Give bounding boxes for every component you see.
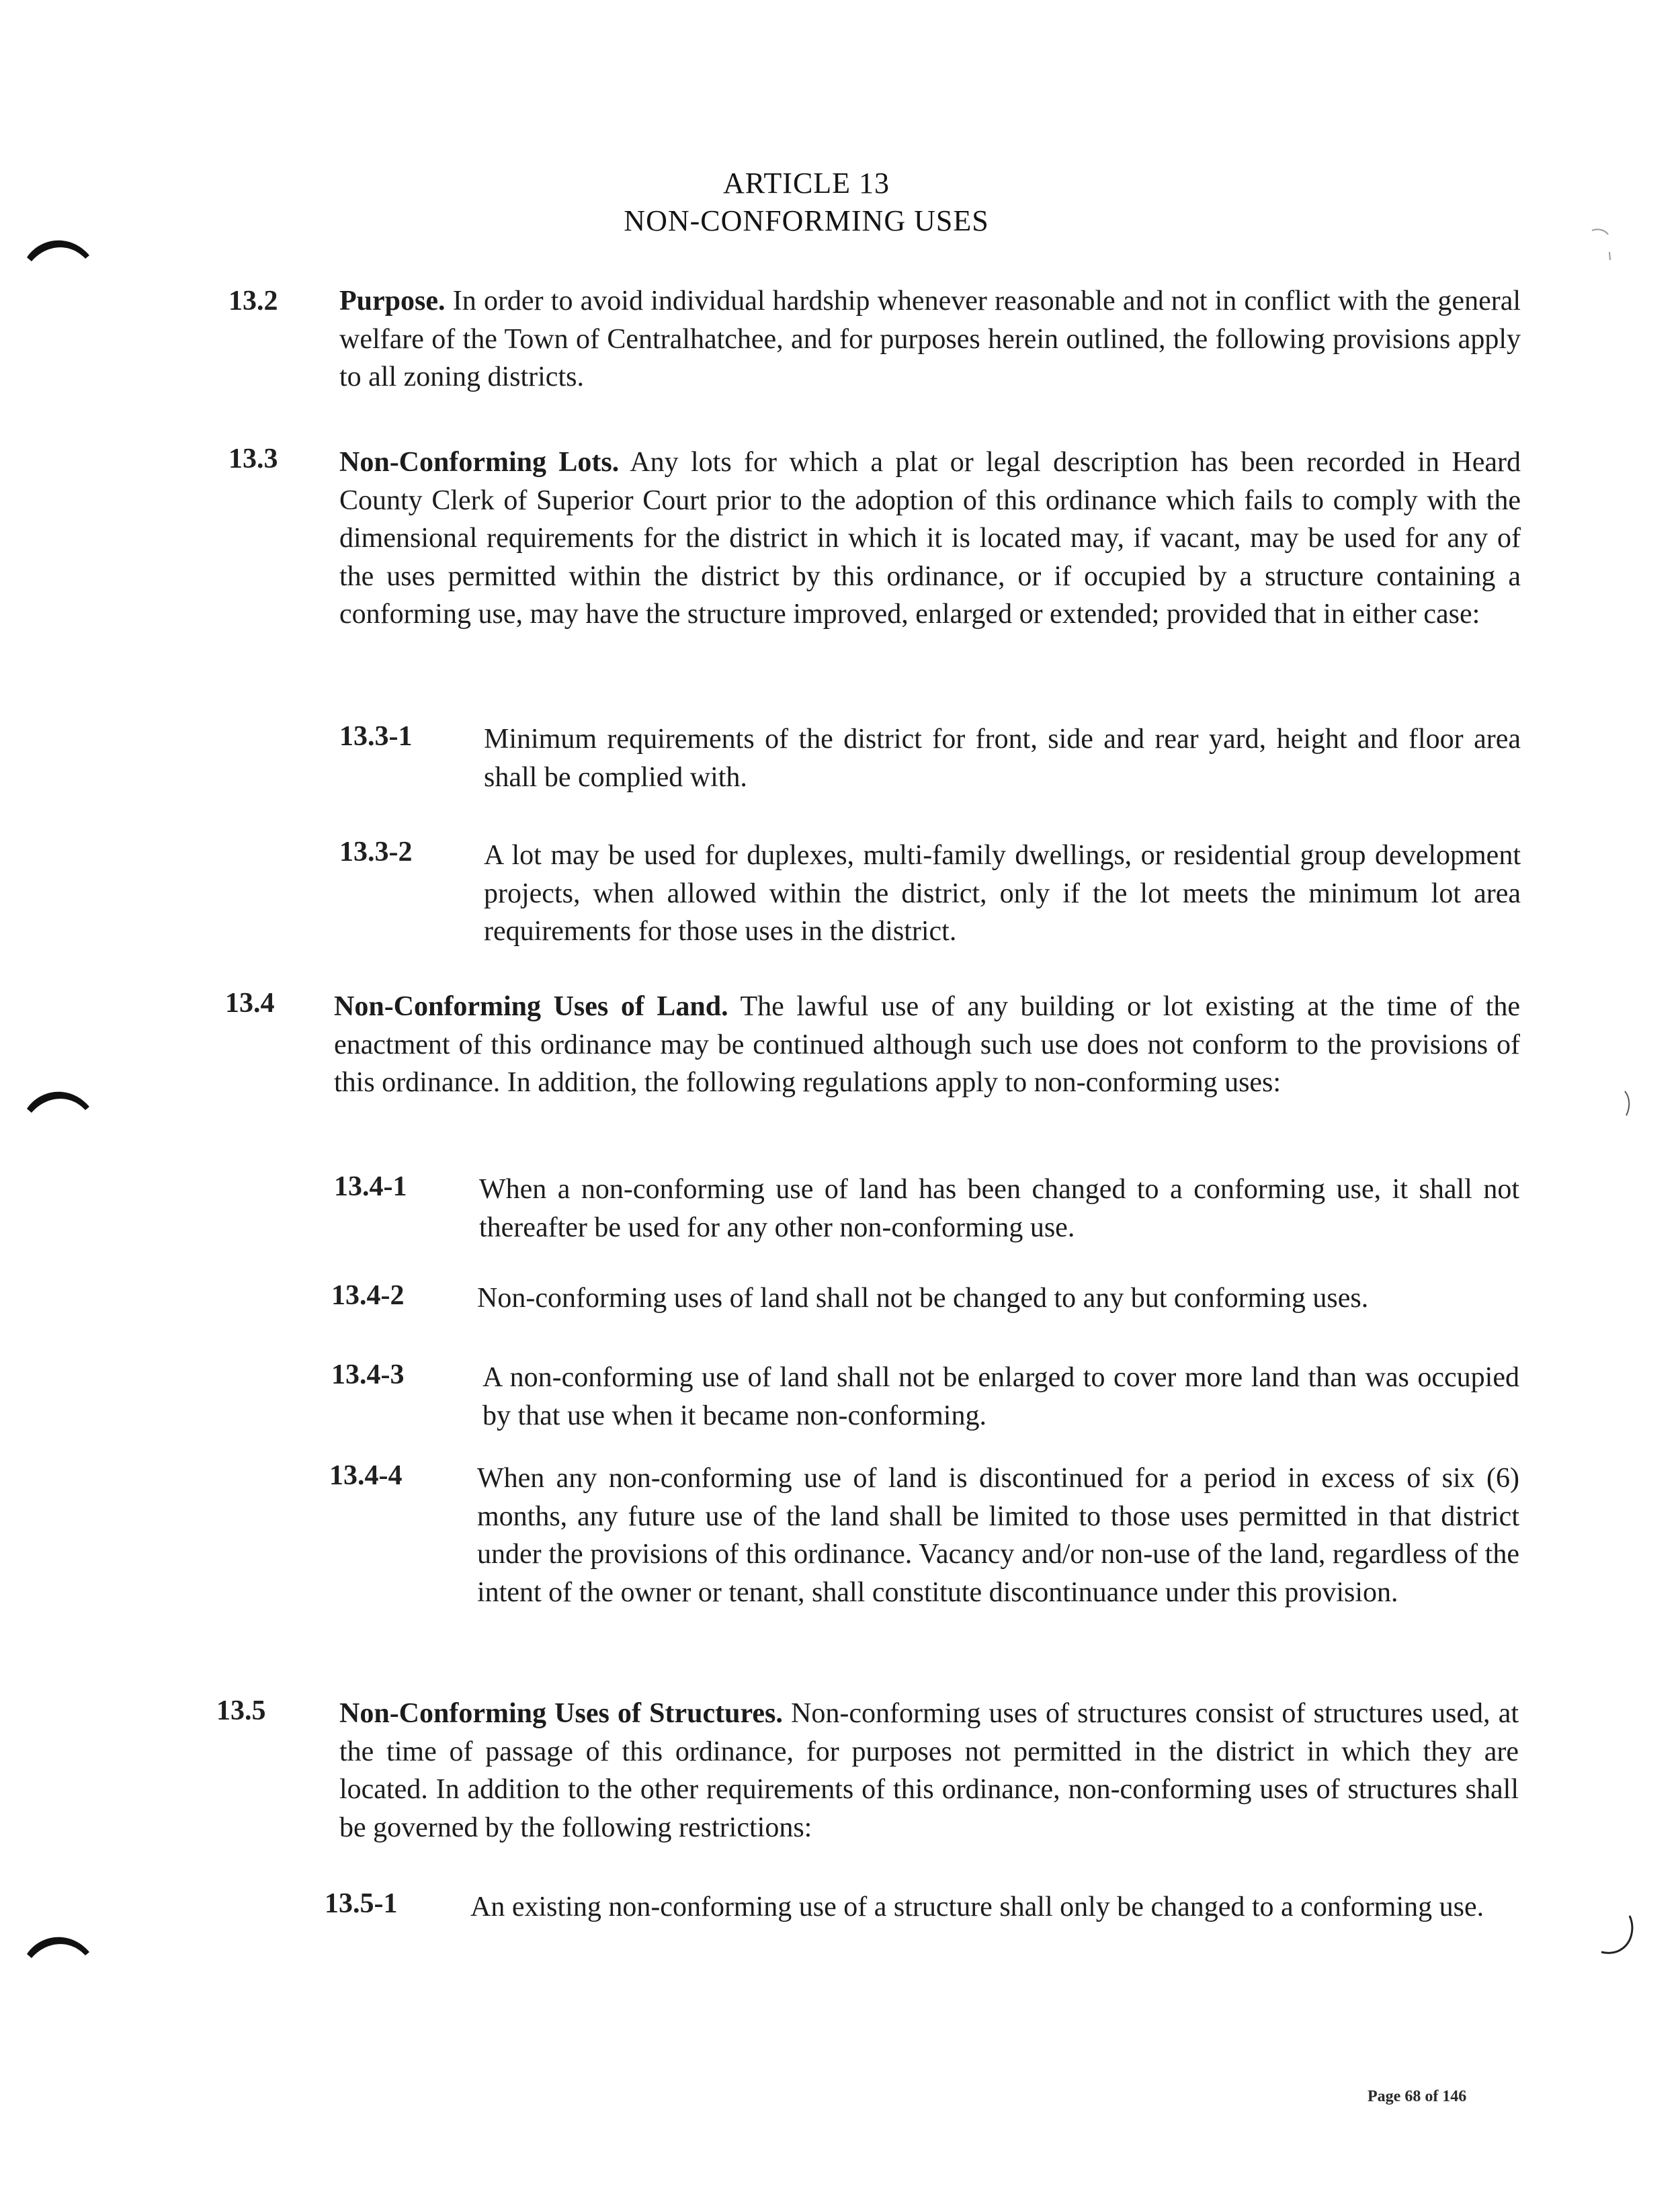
subsection-text-13-4-3: A non-conforming use of land shall not be enlarged to cover more land than was occupied by that use when it became non-conforming. [482, 1362, 1519, 1431]
section-13-5 [339, 1695, 1519, 1856]
section-text-13-2: In order to avoid individual hardship whenever reasonable and not in conflict with the general welfare of the Town of Centralhatchee, and for purposes herein outlined, the following provisions apply to all zoning districts. [339, 286, 1521, 392]
subsection-text-13-3-2: A lot may be used for duplexes, multi-family dwellings, or residential group development projects, when allowed within the district, only if the lot meets the minimum lot area requirements for those uses in the district. [484, 840, 1521, 947]
subsection-number-13-4-3: 13.4-3 [331, 1359, 405, 1390]
subsection-text-13-5-1: An existing non-conforming use of a structure shall only be changed to a conforming use. [470, 1892, 1484, 1922]
subsection-number-13-3-2: 13.3-2 [339, 837, 413, 868]
subsection-number-13-4-2: 13.4-2 [331, 1280, 405, 1311]
section-heading-non-conforming-uses-of-structures: Non-Conforming Uses of Structures. [339, 1698, 783, 1729]
subsection-text-13-3-1: Minimum requirements of the district for front, side and rear yard, height and floor area shall be complied with. [484, 724, 1521, 793]
subsection-number-13-5-1: 13.5-1 [325, 1888, 398, 1919]
section-text-13-5: Non-conforming uses of structures consist of structures used, at the time of passage of this ordinance, for purposes not permitted in the district in which they are located. In addition to the other requirements of this ordinance, non-conforming uses of structures shall be governed by the following restrictions: [339, 1698, 1519, 1843]
subsection-13-3-1 [484, 720, 1521, 801]
section-text-13-4: The lawful use of any building or lot existing at the time of the enactment of this ordinance may be continued although such use does not conform to the provisions of this ordinance. In addition, the following regulations apply to non-conforming uses: [334, 991, 1520, 1098]
hole-punch-mark-3 [24, 1929, 97, 1969]
section-heading-non-conforming-uses-of-land: Non-Conforming Uses of Land. [334, 991, 728, 1022]
subsection-text-13-4-1: When a non-conforming use of land has been changed to a conforming use, it shall not thereafter be used for any other non-conforming use. [479, 1174, 1519, 1243]
section-number-13-2: 13.2 [228, 286, 278, 316]
subsection-13-4-4 [477, 1459, 1519, 1661]
subsection-13-3-2 [484, 837, 1521, 958]
edge-mark-3 [1596, 1912, 1643, 1965]
subsection-text-13-4-4: When any non-conforming use of land is discontinued for a period in excess of six (6) months, any future use of the land shall be limited to those uses permitted in that district under the provisions of this ordinance. Vacancy and/or non-use of the land, regardless of the intent of the owner or tenant, shall constitute discontinuance under this provision. [477, 1463, 1519, 1608]
subsection-number-13-3-1: 13.3-1 [339, 721, 413, 752]
article-subtitle: NON-CONFORMING USES [624, 204, 989, 237]
section-13-3 [339, 443, 1521, 679]
subsection-number-13-4-4: 13.4-4 [329, 1460, 403, 1491]
edge-mark-2 [1620, 1089, 1640, 1122]
subsection-text-13-4-2: Non-conforming uses of land shall not be changed to any but conforming uses. [477, 1283, 1369, 1314]
section-number-13-3: 13.3 [228, 443, 278, 474]
hole-punch-mark-2 [24, 1083, 97, 1124]
subsection-13-5-1 [470, 1888, 1519, 1969]
section-number-13-5: 13.5 [216, 1695, 266, 1726]
section-13-2 [339, 282, 1521, 403]
subsection-number-13-4-1: 13.4-1 [334, 1171, 407, 1202]
page-number: Page 68 of 146 [1368, 2088, 1467, 2105]
subsection-13-4-2 [477, 1279, 1525, 1320]
section-heading-non-conforming-lots: Non-Conforming Lots. [339, 447, 620, 478]
subsection-13-4-3 [482, 1359, 1519, 1439]
subsection-13-4-1 [479, 1171, 1519, 1251]
section-number-13-4: 13.4 [225, 988, 275, 1019]
section-13-4 [334, 988, 1520, 1149]
section-heading-purpose: Purpose. [339, 286, 446, 316]
section-text-13-3: Any lots for which a plat or legal description has been recorded in Heard County Clerk of Superior Court prior to the adoption of this ordinance which fails to comply with the dimensional requirements for the district in which it is located may, if vacant, may be used for any of the uses permitted within the district by this ordinance, or if occupied by a structure containing a conforming use, may have the structure improved, enlarged or extended; provided that in either case: [339, 447, 1521, 630]
article-title: ARTICLE 13 [722, 167, 890, 200]
